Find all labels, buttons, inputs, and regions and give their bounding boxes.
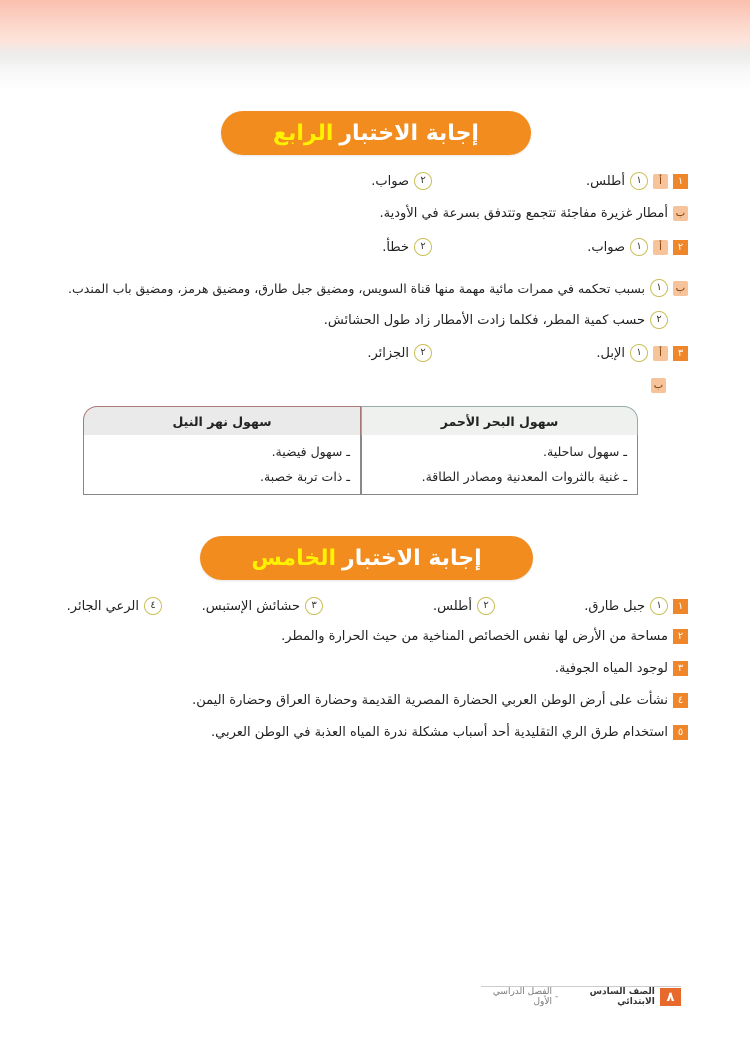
answer-text: استخدام طرق الري التقليدية أحد أسباب مشكلة ندرة المياه العذبة في الوطن العربي. [211, 725, 668, 740]
footer-grade: الصف السادس الابتدائي [589, 987, 655, 1007]
banner-title: إجابة الاختبار [342, 545, 482, 571]
test5-question-1-item-2 [433, 597, 495, 615]
answer-text: الجزائر. [367, 345, 409, 361]
circle-number: ١ [630, 344, 648, 362]
answer-text: أطلس. [586, 173, 625, 189]
answer-text: أمطار غزيرة مفاجئة تتجمع وتتدفق بسرعة في الأودية. [379, 206, 668, 221]
circle-number: ١ [650, 597, 668, 615]
circle-number: ١ [650, 279, 668, 297]
table-header: سهول نهر النيل [83, 406, 361, 436]
table-cell-line: ـ غنية بالثروات المعدنية ومصادر الطاقة. [421, 469, 627, 484]
question-number-badge: ٥ [673, 725, 688, 740]
question-2-part-a-item-2 [382, 238, 432, 256]
letter-badge: ب [651, 378, 666, 393]
test5-question-1-item-1 [584, 597, 688, 615]
answer-text: مساحة من الأرض لها نفس الخصائص المناخية من حيث الحرارة والمطر. [281, 629, 668, 644]
letter-badge: أ [653, 240, 668, 255]
header-gradient-band [0, 0, 750, 90]
footer-term: الفصل الدراسي الأول [492, 987, 553, 1007]
banner-title: إجابة الاختبار [339, 120, 479, 146]
letter-badge: ب [673, 281, 688, 296]
test5-question-1-item-3 [202, 597, 323, 615]
answer-text: الإبل. [596, 345, 625, 361]
banner-title-highlight: الخامس [251, 545, 337, 571]
circle-number: ٢ [414, 344, 432, 362]
table-cell [361, 435, 638, 495]
question-1-part-b [380, 206, 688, 221]
table-cell-line: ـ سهول ساحلية. [543, 444, 627, 459]
letter-badge: أ [653, 346, 668, 361]
test5-question-1-item-4 [67, 597, 162, 615]
table-cell [83, 435, 361, 495]
question-3-part-a-item-2 [367, 344, 432, 362]
section-banner-test5 [200, 536, 533, 580]
answer-text: بسبب تحكمه في ممرات مائية مهمة منها قناة السويس، ومضيق جبل طارق، ومضيق هرمز، ومضيق باب المندب. [68, 280, 645, 296]
question-2-part-b-item-1 [68, 279, 688, 297]
question-1-part-a-item-2 [371, 172, 432, 190]
footer-separator: - [555, 992, 559, 1002]
circle-number: ٢ [650, 311, 668, 329]
question-1-part-a-item-1 [586, 172, 688, 190]
page-footer [481, 986, 681, 1007]
question-number-badge: ٢ [673, 240, 688, 255]
circle-number: ٣ [305, 597, 323, 615]
banner-title-highlight: الرابع [273, 120, 334, 146]
answer-text: لوجود المياه الجوفية. [554, 661, 668, 676]
answer-text: أطلس. [433, 598, 472, 614]
page-number: ٨ [660, 988, 681, 1006]
question-2-part-b-item-2 [324, 311, 668, 329]
question-number-badge: ١ [673, 599, 688, 614]
letter-badge: ب [673, 206, 688, 221]
question-number-badge: ٤ [673, 693, 688, 708]
answer-text: صواب. [587, 239, 625, 255]
question-2-part-a-item-1 [587, 238, 688, 256]
question-number-badge: ٢ [673, 629, 688, 644]
circle-number: ٢ [414, 172, 432, 190]
answer-text: حشائش الإستبس. [201, 598, 300, 614]
answer-text: جبل طارق. [584, 598, 645, 614]
question-3-part-b [646, 378, 666, 393]
answer-text: خطأ. [382, 239, 409, 255]
table-cell-line: ـ سهول فيضية. [271, 444, 350, 459]
circle-number: ٤ [144, 597, 162, 615]
question-number-badge: ٣ [673, 346, 688, 361]
test5-question-4 [192, 693, 688, 708]
answer-text: نشأت على أرض الوطن العربي الحضارة المصرية القديمة وحضارة العراق وحضارة اليمن. [192, 693, 668, 708]
table-column-red-sea-plains [361, 406, 638, 495]
letter-badge: أ [653, 174, 668, 189]
circle-number: ١ [630, 238, 648, 256]
table-column-nile-plains [83, 406, 361, 495]
table-header: سهول البحر الأحمر [361, 406, 638, 436]
answer-text: حسب كمية المطر، فكلما زادت الأمطار زاد طول الحشائش. [323, 312, 645, 328]
question-3-part-a-item-1 [596, 344, 688, 362]
circle-number: ٢ [477, 597, 495, 615]
section-banner-test4 [221, 111, 531, 155]
answer-text: الرعي الجائر. [66, 598, 139, 614]
circle-number: ٢ [414, 238, 432, 256]
question-number-badge: ٣ [673, 661, 688, 676]
circle-number: ١ [630, 172, 648, 190]
table-cell-line: ـ ذات تربة خصبة. [260, 469, 350, 484]
answer-text: صواب. [371, 173, 409, 189]
comparison-table [83, 406, 638, 495]
question-number-badge: ١ [673, 174, 688, 189]
test5-question-2 [281, 629, 688, 644]
test5-question-5 [211, 725, 688, 740]
test5-question-3 [555, 661, 688, 676]
